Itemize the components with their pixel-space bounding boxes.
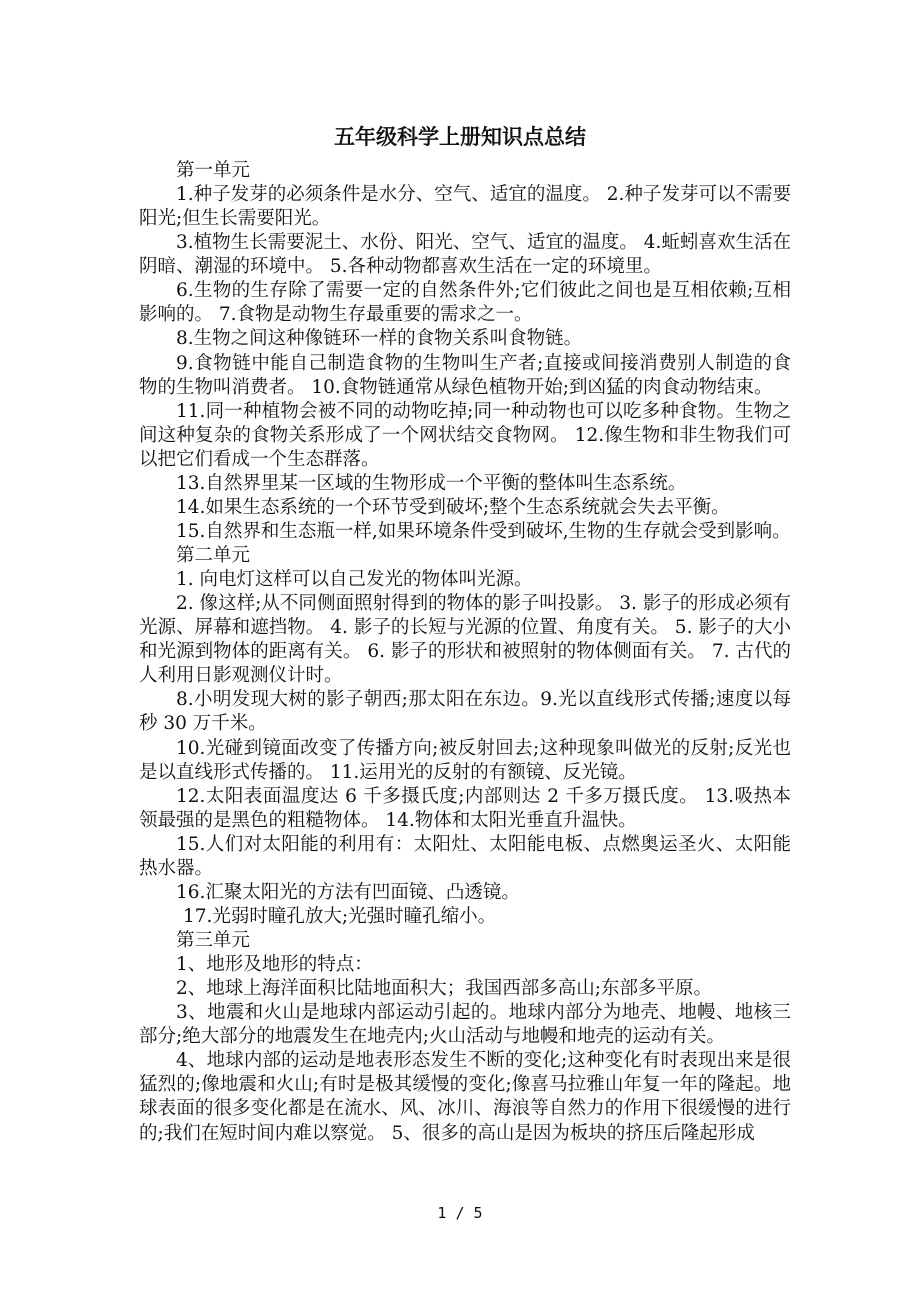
paragraph: 2、地球上海洋面积比陆地面积大；我国西部多高山;东部多平原。 (176, 978, 713, 1000)
paragraph: 6.生物的生存除了需要一定的自然条件外;它们彼此之间也是互相依赖;互相影响的。 7.食物是动物生存最重要的需求之一。 (139, 280, 791, 326)
paragraph: 1、地形及地形的特点： (176, 954, 373, 976)
paragraph: 9.食物链中能自己制造食物的生物叫生产者;直接或间接消费别人制造的食物的生物叫消费者。 10.食物链通常从绿色植物开始;到凶猛的肉食动物结束。 (139, 352, 791, 398)
document-body (139, 159, 791, 1146)
section-heading: 第三单元 (176, 930, 251, 951)
paragraph: 3.植物生长需要泥土、水份、阳光、空气、适宜的温度。 4.蚯蚓喜欢生活在阴暗、潮湿的环境中。 5.各种动物都喜欢生活在一定的环境里。 (139, 232, 791, 278)
document-title: 五年级科学上册知识点总结 (334, 124, 586, 149)
paragraph: 3、地震和火山是地球内部运动引起的。地球内部分为地壳、地幔、地核三部分;绝大部分的地震发生在地壳内;火山活动与地幔和地壳的运动有关。 (139, 1002, 791, 1048)
paragraph: 13.自然界里某一区域的生物形成一个平衡的整体叫生态系统。 (176, 472, 687, 494)
section-heading: 第二单元 (176, 545, 251, 566)
paragraph: 8.生物之间这种像链环一样的食物关系叫食物链。 (176, 328, 583, 350)
page-number: 1 / 5 (437, 1204, 483, 1222)
paragraph: 4、地球内部的运动是地表形态发生不断的变化;这种变化有时表现出来是很猛烈的;像地震和火山;有时是极其缓慢的变化;像喜马拉雅山年复一年的隆起。地球表面的很多变化都是在流水、风、冰川、海浪等自然力的作用下很缓慢的进行的;我们在短时间内难以察觉。 5、很多的高山是因为板块的挤压后隆起形成 (139, 1050, 791, 1144)
paragraph: 10.光碰到镜面改变了传播方向;被反射回去;这种现象叫做光的反射;反光也是以直线形式传播的。 11.运用光的反射的有额镜、反光镜。 (139, 737, 791, 783)
paragraph: 8.小明发现大树的影子朝西;那太阳在东边。9.光以直线形式传播;速度以每秒 30 万千米。 (139, 689, 791, 735)
paragraph: 15.人们对太阳能的利用有：太阳灶、太阳能电板、点燃奥运圣火、太阳能热水器。 (139, 833, 791, 879)
paragraph: 1.种子发芽的必须条件是水分、空气、适宜的温度。 2.种子发芽可以不需要阳光;但生长需要阳光。 (139, 184, 791, 230)
paragraph: 14.如果生态系统的一个环节受到破坏;整个生态系统就会失去平衡。 (176, 496, 730, 518)
section-heading: 第一单元 (176, 160, 251, 181)
paragraph: 2. 像这样;从不同侧面照射得到的物体的影子叫投影。 3. 影子的形成必须有光源、屏幕和遮挡物。 4. 影子的长短与光源的位置、角度有关。 5. 影子的大小和光源到物体的距离有关。 6. 影子的形状和被照射的物体侧面有关。 7. 古代的人利用日影观测仪计时。 (139, 593, 791, 687)
paragraph: 11.同一种植物会被不同的动物吃掉;同一种动物也可以吃多种食物。生物之间这种复杂的食物关系形成了一个网状结交食物网。 12.像生物和非生物我们可以把它们看成一个生态群落。 (139, 400, 791, 470)
paragraph: 16.汇聚太阳光的方法有凹面镜、凸透镜。 (176, 881, 520, 903)
paragraph: 12.太阳表面温度达 6 千多摄氏度;内部则达 2 千多万摄氏度。 13.吸热本领最强的是黑色的粗糙物体。 14.物体和太阳光垂直升温快。 (139, 785, 791, 831)
paragraph: 15.自然界和生态瓶一样,如果环境条件受到破坏,生物的生存就会受到影响。 (176, 520, 791, 542)
paragraph: 1. 向电灯这样可以自己发光的物体叫光源。 (176, 569, 533, 591)
paragraph: 17.光弱时瞳孔放大;光强时瞳孔缩小。 (183, 905, 497, 927)
